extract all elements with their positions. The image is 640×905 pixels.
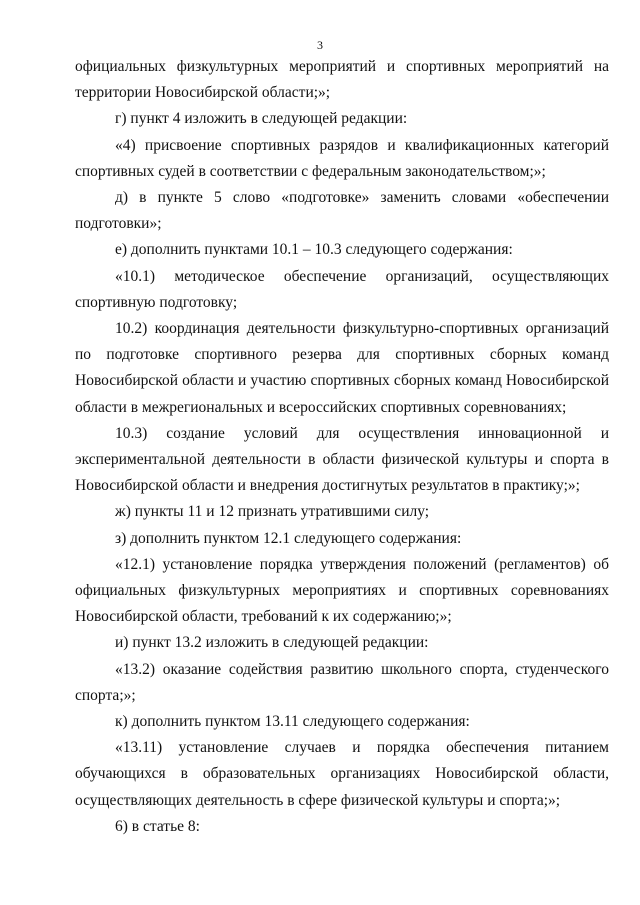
document-paragraph: «12.1) установление порядка утверждения положений (регламентов) об официальных физкультурных мероприятиях и спортивных соревнованиях Новосибирской области, требований к их содержанию;»; — [75, 555, 609, 626]
document-paragraph: г) пункт 4 изложить в следующей редакции: — [115, 110, 408, 128]
document-paragraph: е) дополнить пунктами 10.1 – 10.3 следующего содержания: — [115, 241, 513, 259]
document-paragraph: 10.2) координация деятельности физкультурно-спортивных организаций по подготовке спортивного резерва для спортивных сборных команд Новосибирской области и участию спортивных сборных команд Новосибирской области в межрегиональных и всероссийских спортивных соревнованиях; — [75, 320, 609, 416]
document-body — [75, 54, 609, 840]
document-paragraph: д) в пункте 5 слово «подготовке» заменить словами «обеспечении подготовки»; — [75, 189, 609, 233]
document-paragraph: «4) присвоение спортивных разрядов и квалификационных категорий спортивных судей в соответствии с федеральным законодательством;»; — [75, 136, 609, 180]
document-paragraph: «10.1) методическое обеспечение организаций, осуществляющих спортивную подготовку; — [75, 267, 609, 311]
document-paragraph: к) дополнить пунктом 13.11 следующего содержания: — [115, 713, 470, 731]
page-number: 3 — [317, 38, 323, 52]
document-paragraph: и) пункт 13.2 изложить в следующей редакции: — [115, 634, 429, 652]
document-paragraph: «13.11) установление случаев и порядка обеспечения питанием обучающихся в образовательных организациях Новосибирской области, осуществляющих деятельность в сфере физической культуры и спорта;»; — [75, 739, 609, 809]
document-paragraph: официальных физкультурных мероприятий и спортивных мероприятий на территории Новосибирской области;»; — [75, 58, 609, 102]
document-paragraph: 6) в статье 8: — [115, 817, 200, 835]
document-paragraph: «13.2) оказание содействия развитию школьного спорта, студенческого спорта;»; — [75, 660, 609, 704]
document-paragraph: 10.3) создание условий для осуществления инновационной и экспериментальной деятельности в области физической культуры и спорта в Новосибирской области и внедрения достигнутых результатов в практику;»; — [75, 424, 609, 495]
document-paragraph: ж) пункты 11 и 12 признать утратившими силу; — [115, 503, 430, 521]
document-paragraph: з) дополнить пунктом 12.1 следующего содержания: — [115, 529, 462, 547]
